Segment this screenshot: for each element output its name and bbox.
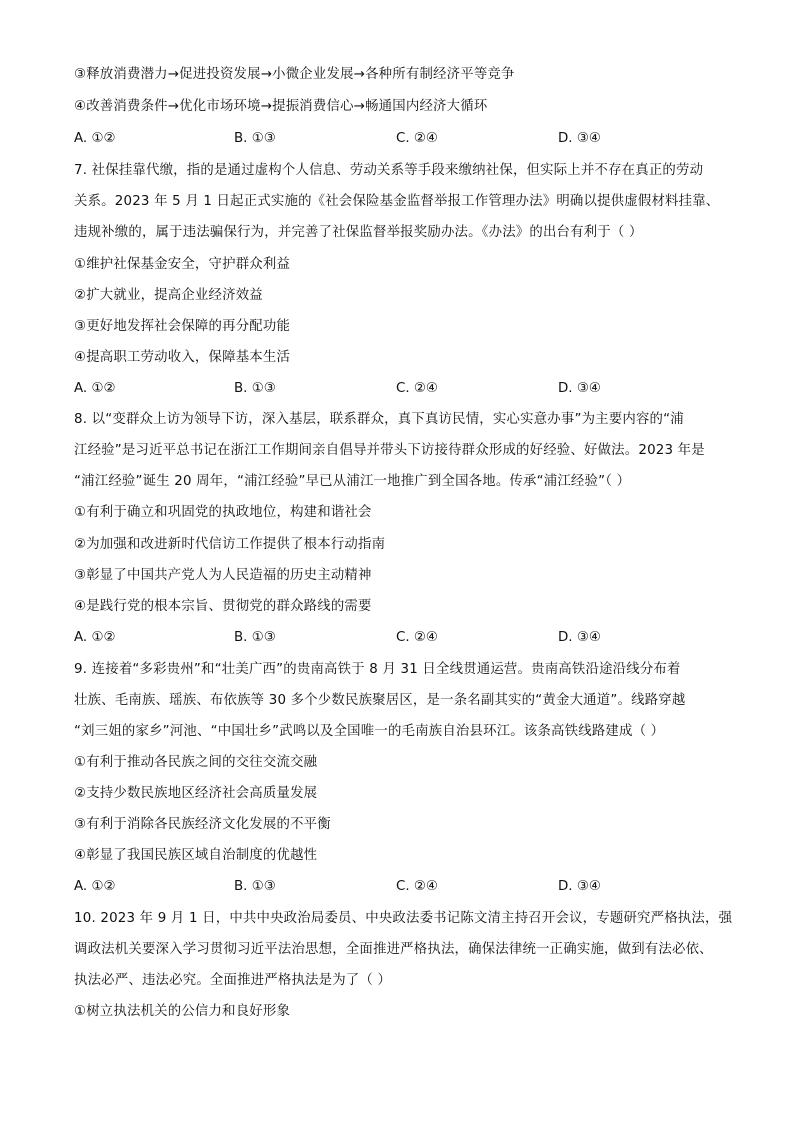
- q7-statement-2: ②扩大就业，提高企业经济效益: [74, 288, 263, 303]
- choice-d: D. ③④: [558, 630, 601, 645]
- q7-statement-1: ①维护社保基金安全，守护群众利益: [74, 257, 291, 272]
- question-7-line-1: 7. 社保挂靠代缴，指的是通过虚构个人信息、劳动关系等手段来缴纳社保，但实际上并不存在真正的劳动: [74, 163, 704, 178]
- question-10-line-1: 10. 2023 年 9 月 1 日，中共中央政治局委员、中央政法委书记陈文清主持召开会议，专题研究严格执法，强: [74, 911, 733, 926]
- choice-d: D. ③④: [558, 131, 601, 146]
- q9-statement-4: ④彰显了我国民族区域自治制度的优越性: [74, 848, 318, 863]
- choice-d: D. ③④: [558, 381, 601, 396]
- q8-statement-4: ④是践行党的根本宗旨、贯彻党的群众路线的需要: [74, 599, 372, 614]
- choice-c: C. ②④: [396, 381, 438, 396]
- question-9-line-1: 9. 连接着“多彩贵州”和“壮美广西”的贵南高铁于 8 月 31 日全线贯通运营。贵南高铁沿途沿线分布着: [74, 662, 681, 677]
- question-7-line-2: 关系。2023 年 5 月 1 日起正式实施的《社会保险基金监督举报工作管理办法》明确以提供虚假材料挂靠、: [74, 194, 720, 209]
- option-line-4: ④改善消费条件→优化市场环境→提振消费信心→畅通国内经济大循环: [74, 99, 488, 114]
- q8-statement-2: ②为加强和改进新时代信访工作提供了根本行动指南: [74, 537, 386, 552]
- question-7-line-3: 违规补缴的，属于违法骗保行为，并完善了社保监督举报奖励办法。《办法》的出台有利于（ ）: [74, 225, 643, 240]
- choice-b: B. ①③: [234, 630, 276, 645]
- answer-choices-q6: [74, 130, 714, 148]
- q9-statement-1: ①有利于推动各民族之间的交往交流交融: [74, 755, 318, 770]
- q8-statement-3: ③彰显了中国共产党人为人民造福的历史主动精神: [74, 568, 372, 583]
- question-8-line-2: 江经验”是习近平总书记在浙江工作期间亲自倡导并带头下访接待群众形成的好经验、好做法。2023 年是: [74, 443, 705, 458]
- q9-statement-3: ③有利于消除各民族经济文化发展的不平衡: [74, 817, 331, 832]
- question-10-line-2: 调政法机关要深入学习贯彻习近平法治思想，全面推进严格执法，确保法律统一正确实施，做到有法必依、: [74, 942, 713, 957]
- q8-statement-1: ①有利于确立和巩固党的执政地位，构建和谐社会: [74, 505, 372, 520]
- question-9-line-2: 壮族、毛南族、瑶族、布依族等 30 多个少数民族聚居区，是一条名副其实的“黄金大通道”。线路穿越: [74, 693, 686, 708]
- q9-statement-2: ②支持少数民族地区经济社会高质量发展: [74, 786, 318, 801]
- answer-choices-q7: [74, 380, 714, 398]
- answer-choices-q8: [74, 629, 714, 647]
- question-9-line-3: “刘三姐的家乡”河池、“中国壮乡”武鸣以及全国唯一的毛南族自治县环江。该条高铁线路建成（ ）: [74, 724, 665, 739]
- question-8-line-3: “浦江经验”诞生 20 周年，“浦江经验”早已从浦江一地推广到全国各地。传承“浦江经验”（ ）: [74, 474, 631, 489]
- choice-a: A. ①②: [74, 381, 116, 396]
- choice-c: C. ②④: [396, 630, 438, 645]
- choice-a: A. ①②: [74, 630, 116, 645]
- answer-choices-q9: [74, 878, 714, 896]
- q7-statement-4: ④提高职工劳动收入，保障基本生活: [74, 350, 291, 365]
- option-line-3: ③释放消费潜力→促进投资发展→小微企业发展→各种所有制经济平等竞争: [74, 67, 515, 82]
- choice-b: B. ①③: [234, 381, 276, 396]
- choice-a: A. ①②: [74, 879, 116, 894]
- q10-statement-1: ①树立执法机关的公信力和良好形象: [74, 1004, 291, 1019]
- choice-a: A. ①②: [74, 131, 116, 146]
- question-8-line-1: 8. 以“变群众上访为领导下访，深入基层，联系群众，真下真访民情，实心实意办事”为主要内容的“浦: [74, 412, 684, 427]
- q7-statement-3: ③更好地发挥社会保障的再分配功能: [74, 319, 291, 334]
- choice-b: B. ①③: [234, 131, 276, 146]
- question-10-line-3: 执法必严、违法必究。全面推进严格执法是为了（ ）: [74, 973, 392, 988]
- choice-d: D. ③④: [558, 879, 601, 894]
- choice-c: C. ②④: [396, 879, 438, 894]
- choice-b: B. ①③: [234, 879, 276, 894]
- choice-c: C. ②④: [396, 131, 438, 146]
